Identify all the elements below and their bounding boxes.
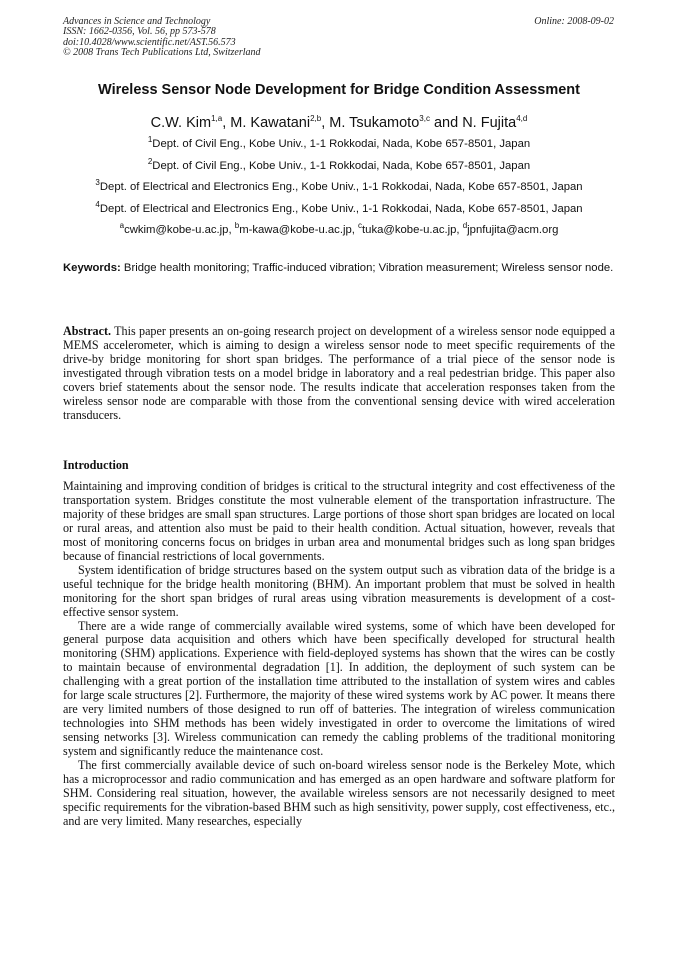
affiliation-1 <box>0 135 678 150</box>
paragraph: Maintaining and improving condition of bridges is critical to the structural integrity and cost effectiveness of the transportation system. Bridges constitute the most vulnerable element of the transportation infrastructure. The majority of these bridges are small span structures. Large portions of those short span bridges are located on local or rural areas, and attention also must be paid to their health condition. Actual situation, however, reveals that most of monitoring concerns focus on bridges in urban area and monumental bridges such as long span bridges because of financial restrictions of local governments. <box>63 479 615 563</box>
email-address: m-kawa@kobe-u.ac.jp <box>239 224 352 236</box>
keywords <box>63 261 615 275</box>
author-superscript: 3,c <box>419 114 430 124</box>
abstract <box>63 325 615 423</box>
author-separator: and <box>429 115 463 131</box>
author-superscript: 1,a <box>211 114 223 124</box>
introduction-body <box>63 480 615 829</box>
keywords-label: Keywords: <box>63 262 121 274</box>
paper-title: Wireless Sensor Node Development for Bridge Condition Assessment <box>98 82 580 98</box>
online-date: Online: 2008-09-02 <box>534 16 614 27</box>
author-separator: , <box>222 115 231 131</box>
affiliation-text: Dept. of Electrical and Electronics Eng., Kobe Univ., 1-1 Rokkodai, Nada, Kobe 657-8501, Japan <box>99 181 583 193</box>
affiliation-3 <box>0 178 678 193</box>
affiliation-superscript: 4 <box>95 200 100 210</box>
paragraph: System identification of bridge structures based on the system output such as vibration data of the bridge is a useful technique for the bridge health monitoring (BHM). An important problem that must be solved in health monitoring for the short span bridges of rural areas using vibration measurements is development of a cost-effective sensor system. <box>63 562 615 619</box>
author-separator: , <box>321 115 330 131</box>
journal-doi: doi:10.4028/www.scientific.net/AST.56.573 <box>63 36 236 48</box>
affiliation-text: Dept. of Civil Eng., Kobe Univ., 1-1 Rokkodai, Nada, Kobe 657-8501, Japan <box>152 160 531 172</box>
affiliation-text: Dept. of Electrical and Electronics Eng., Kobe Univ., 1-1 Rokkodai, Nada, Kobe 657-8501, Japan <box>99 203 583 215</box>
keywords-text: Bridge health monitoring; Traffic-induced vibration; Vibration measurement; Wireless sensor node. <box>123 262 614 274</box>
affiliation-superscript: 1 <box>147 135 153 145</box>
affiliation-2 <box>0 157 678 172</box>
author-superscript: 2,b <box>310 114 322 124</box>
abstract-text: This paper presents an on-going research project on development of a wireless sensor node equipped a MEMS accelerometer, which is aiming to design a wireless sensor node to meet specific requirements of the drive-by bridge monitoring for short span bridges. The performance of a trial piece of the sensor node is investigated through vibration tests on a model bridge in laboratory and a real pedestrian bridge. This paper also covers brief statements about the sensor node. The results indicate that acceleration responses taken from the wireless sensor node are comparable with those from the conventional sensing device with wired acceleration transducers. <box>63 324 616 422</box>
email-address: cwkim@kobe-u.ac.jp <box>124 224 229 236</box>
affiliation-superscript: 2 <box>147 157 153 167</box>
affiliation-text: Dept. of Civil Eng., Kobe Univ., 1-1 Rokkodai, Nada, Kobe 657-8501, Japan <box>152 138 531 150</box>
journal-issn: ISSN: 1662-0356, Vol. 56, pp 573-578 <box>63 26 216 38</box>
email-superscript: c <box>358 221 363 231</box>
author-name: C.W. Kim <box>150 115 212 131</box>
email-superscript: a <box>119 221 125 231</box>
email-superscript: b <box>234 221 240 231</box>
email-address: jpnfujita@acm.org <box>467 224 559 236</box>
affiliation-4 <box>0 200 678 215</box>
author-list <box>0 115 678 131</box>
journal-header <box>63 17 261 58</box>
author-superscript: 4,d <box>516 114 528 124</box>
affiliation-superscript: 3 <box>95 178 100 188</box>
author-name: N. Fujita <box>462 115 517 131</box>
section-heading-introduction: Introduction <box>63 458 129 472</box>
journal-copyright: © 2008 Trans Tech Publications Ltd, Switzerland <box>63 46 261 58</box>
email-list: $^a$cwkim@kobe-u.ac.jp, $^b$m-kawa@kobe-u.ac.jp, $^c$tuka@kobe-u.ac.jp, $^d$jpnfujita@acm.org <box>119 221 559 236</box>
paragraph: The first commercially available device of such on-board wireless sensor node is the Berkeley Mote, which has a microprocessor and radio communication and has emerged as an open hardware and software platform for SHM. Considering real situation, however, the available wireless sensors are not necessarily designed to meet specific requirements for the vibration-based BHM such as high sensitivity, power supply, cost effectiveness, etc., and are very limited. Many researches, especially <box>63 758 615 828</box>
author-name: M. Tsukamoto <box>329 115 420 131</box>
journal-name: Advances in Science and Technology <box>63 16 211 27</box>
author-name: M. Kawatani <box>230 115 311 131</box>
email-address: tuka@kobe-u.ac.jp <box>362 224 457 236</box>
abstract-label: Abstract. <box>63 324 112 338</box>
paragraph: There are a wide range of commercially available wired systems, some of which have been developed for general purpose data acquisition and others which have been specifically developed for structural health monitoring (SHM) applications. Experience with field-deployed systems has shown that the wires can be costly to maintain because of environmental degradation [1]. In addition, the deployment of such system can be challenging with a great portion of the installation time attributed to the installation of system wires and cables for large scale structures [2]. Furthermore, the majority of these wired systems work by AC power. It means there are very limited numbers of those designed to run off of batteries. The integration of wireless communication technologies into SHM methods has been widely investigated in order to overcome the limitations of wired sensing networks [3]. Wireless communication can remedy the cabling problems of the traditional monitoring system and significantly reduce the maintenance cost. <box>63 618 615 759</box>
email-superscript: d <box>462 221 468 231</box>
